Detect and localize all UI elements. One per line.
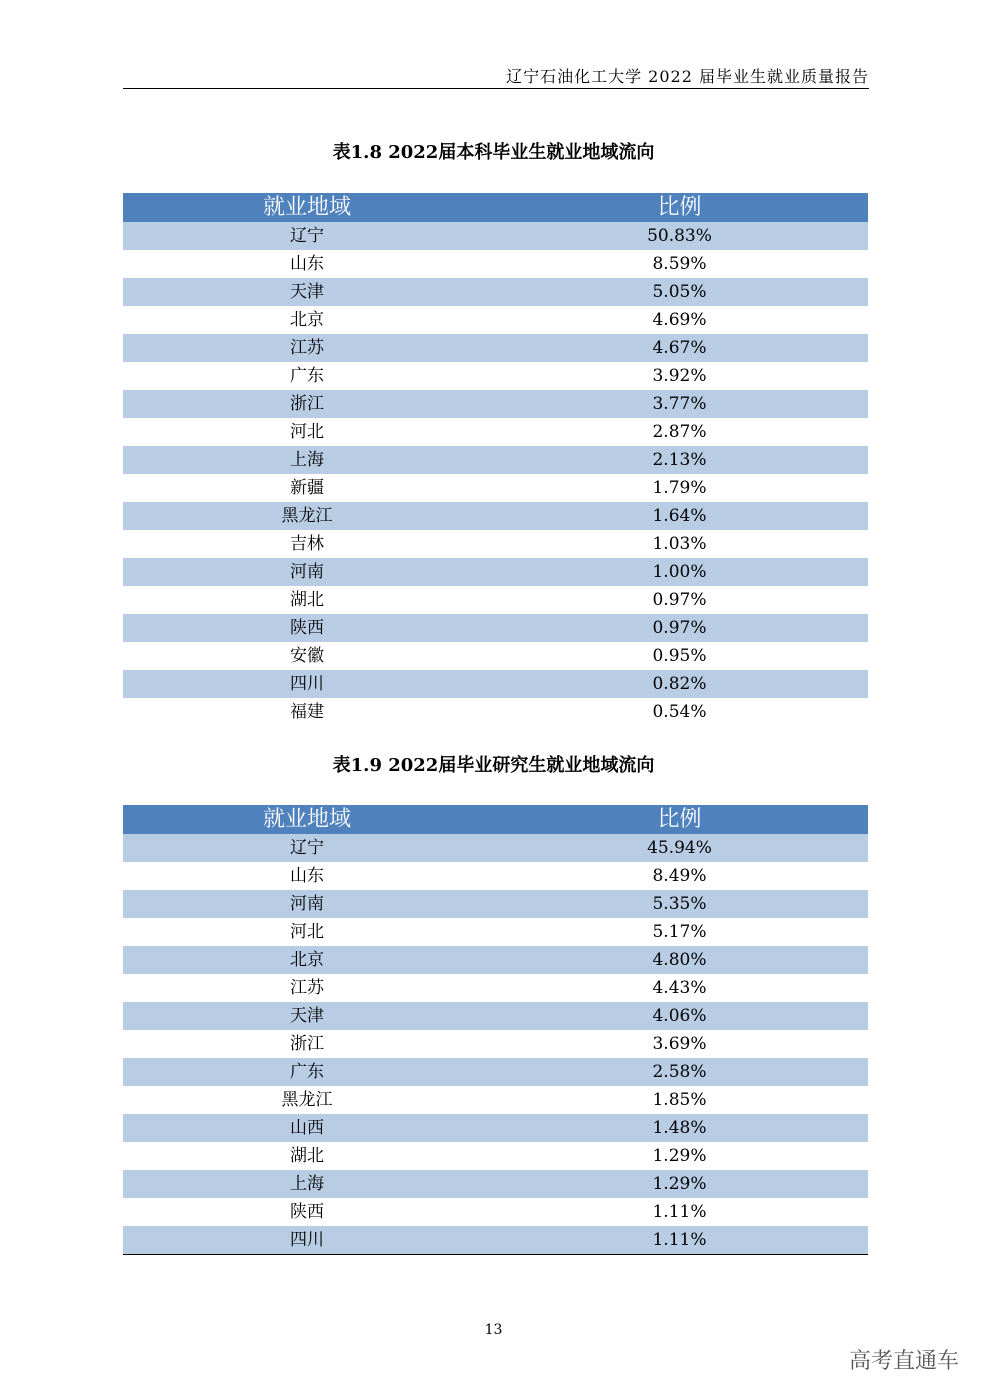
region-cell: 河北 [123, 418, 491, 446]
ratio-cell: 1.85% [491, 1086, 868, 1114]
page-number: 13 [484, 1322, 503, 1338]
ratio-cell: 4.67% [491, 334, 868, 362]
table-row [123, 502, 868, 530]
region-cell: 河北 [123, 918, 491, 946]
table2-caption: 表1.9 2022届毕业研究生就业地域流向 [332, 755, 655, 776]
table-row [123, 418, 868, 446]
ratio-cell: 3.92% [491, 362, 868, 390]
table-row [123, 946, 868, 974]
ratio-cell: 4.69% [491, 306, 868, 334]
region-cell: 山东 [123, 862, 491, 890]
ratio-cell: 5.35% [491, 890, 868, 918]
region-cell: 吉林 [123, 530, 491, 558]
table-row [123, 334, 868, 362]
ratio-cell: 0.82% [491, 670, 868, 698]
region-cell: 福建 [123, 698, 491, 726]
table-row [123, 1086, 868, 1114]
region-cell: 广东 [123, 1058, 491, 1086]
ratio-cell: 0.97% [491, 586, 868, 614]
table2-col-ratio: 比例 [491, 805, 868, 834]
ratio-cell: 2.13% [491, 446, 868, 474]
table-row [123, 1142, 868, 1170]
region-cell: 北京 [123, 306, 491, 334]
watermark: 高考直通车 [848, 1349, 959, 1374]
table-row [123, 306, 868, 334]
region-cell: 新疆 [123, 474, 491, 502]
region-cell: 江苏 [123, 334, 491, 362]
ratio-cell: 1.11% [491, 1198, 868, 1226]
region-cell: 山西 [123, 1114, 491, 1142]
table-row [123, 362, 868, 390]
table-row [123, 1114, 868, 1142]
region-cell: 四川 [123, 1226, 491, 1255]
table-row [123, 1170, 868, 1198]
ratio-cell: 8.59% [491, 250, 868, 278]
ratio-cell: 1.79% [491, 474, 868, 502]
table2-header-row [123, 805, 868, 834]
region-cell: 浙江 [123, 1030, 491, 1058]
table-row [123, 642, 868, 670]
table-row [123, 474, 868, 502]
table-row [123, 890, 868, 918]
table-row [123, 1002, 868, 1030]
ratio-cell: 4.80% [491, 946, 868, 974]
region-cell: 上海 [123, 446, 491, 474]
header-rule [123, 88, 869, 89]
table-row [123, 670, 868, 698]
ratio-cell: 3.69% [491, 1030, 868, 1058]
table-row [123, 250, 868, 278]
region-cell: 辽宁 [123, 222, 491, 250]
region-cell: 陕西 [123, 1198, 491, 1226]
table1 [123, 193, 868, 726]
table-row [123, 862, 868, 890]
region-cell: 广东 [123, 362, 491, 390]
table1-caption: 表1.8 2022届本科毕业生就业地域流向 [332, 142, 655, 163]
ratio-cell: 3.77% [491, 390, 868, 418]
ratio-cell: 2.87% [491, 418, 868, 446]
table-row [123, 1198, 868, 1226]
ratio-cell: 1.11% [491, 1226, 868, 1255]
region-cell: 上海 [123, 1170, 491, 1198]
table-row [123, 558, 868, 586]
table1-col-ratio: 比例 [491, 193, 868, 222]
ratio-cell: 1.29% [491, 1170, 868, 1198]
ratio-cell: 8.49% [491, 862, 868, 890]
table1-header-row [123, 193, 868, 222]
ratio-cell: 4.43% [491, 974, 868, 1002]
ratio-cell: 1.00% [491, 558, 868, 586]
region-cell: 浙江 [123, 390, 491, 418]
ratio-cell: 45.94% [491, 834, 868, 862]
ratio-cell: 5.05% [491, 278, 868, 306]
region-cell: 山东 [123, 250, 491, 278]
table-row [123, 390, 868, 418]
region-cell: 黑龙江 [123, 502, 491, 530]
ratio-cell: 0.97% [491, 614, 868, 642]
ratio-cell: 0.95% [491, 642, 868, 670]
region-cell: 河南 [123, 558, 491, 586]
table-row [123, 1226, 868, 1255]
region-cell: 陕西 [123, 614, 491, 642]
region-cell: 北京 [123, 946, 491, 974]
table-row [123, 586, 868, 614]
region-cell: 安徽 [123, 642, 491, 670]
region-cell: 湖北 [123, 586, 491, 614]
region-cell: 天津 [123, 1002, 491, 1030]
table2 [123, 805, 868, 1255]
region-cell: 江苏 [123, 974, 491, 1002]
table-row [123, 918, 868, 946]
ratio-cell: 1.48% [491, 1114, 868, 1142]
region-cell: 四川 [123, 670, 491, 698]
table-row [123, 446, 868, 474]
region-cell: 辽宁 [123, 834, 491, 862]
table-row [123, 974, 868, 1002]
table-row [123, 698, 868, 726]
table-row [123, 530, 868, 558]
ratio-cell: 1.64% [491, 502, 868, 530]
ratio-cell: 0.54% [491, 698, 868, 726]
table-row [123, 1030, 868, 1058]
region-cell: 河南 [123, 890, 491, 918]
table-row [123, 834, 868, 862]
ratio-cell: 2.58% [491, 1058, 868, 1086]
ratio-cell: 1.29% [491, 1142, 868, 1170]
table-row [123, 278, 868, 306]
ratio-cell: 1.03% [491, 530, 868, 558]
region-cell: 湖北 [123, 1142, 491, 1170]
ratio-cell: 4.06% [491, 1002, 868, 1030]
ratio-cell: 5.17% [491, 918, 868, 946]
region-cell: 天津 [123, 278, 491, 306]
region-cell: 黑龙江 [123, 1086, 491, 1114]
table1-col-region: 就业地域 [123, 193, 491, 222]
table-row [123, 1058, 868, 1086]
table2-col-region: 就业地域 [123, 805, 491, 834]
page-header: 辽宁石油化工大学 2022 届毕业生就业质量报告 [506, 67, 869, 86]
table-row [123, 614, 868, 642]
table-row [123, 222, 868, 250]
ratio-cell: 50.83% [491, 222, 868, 250]
